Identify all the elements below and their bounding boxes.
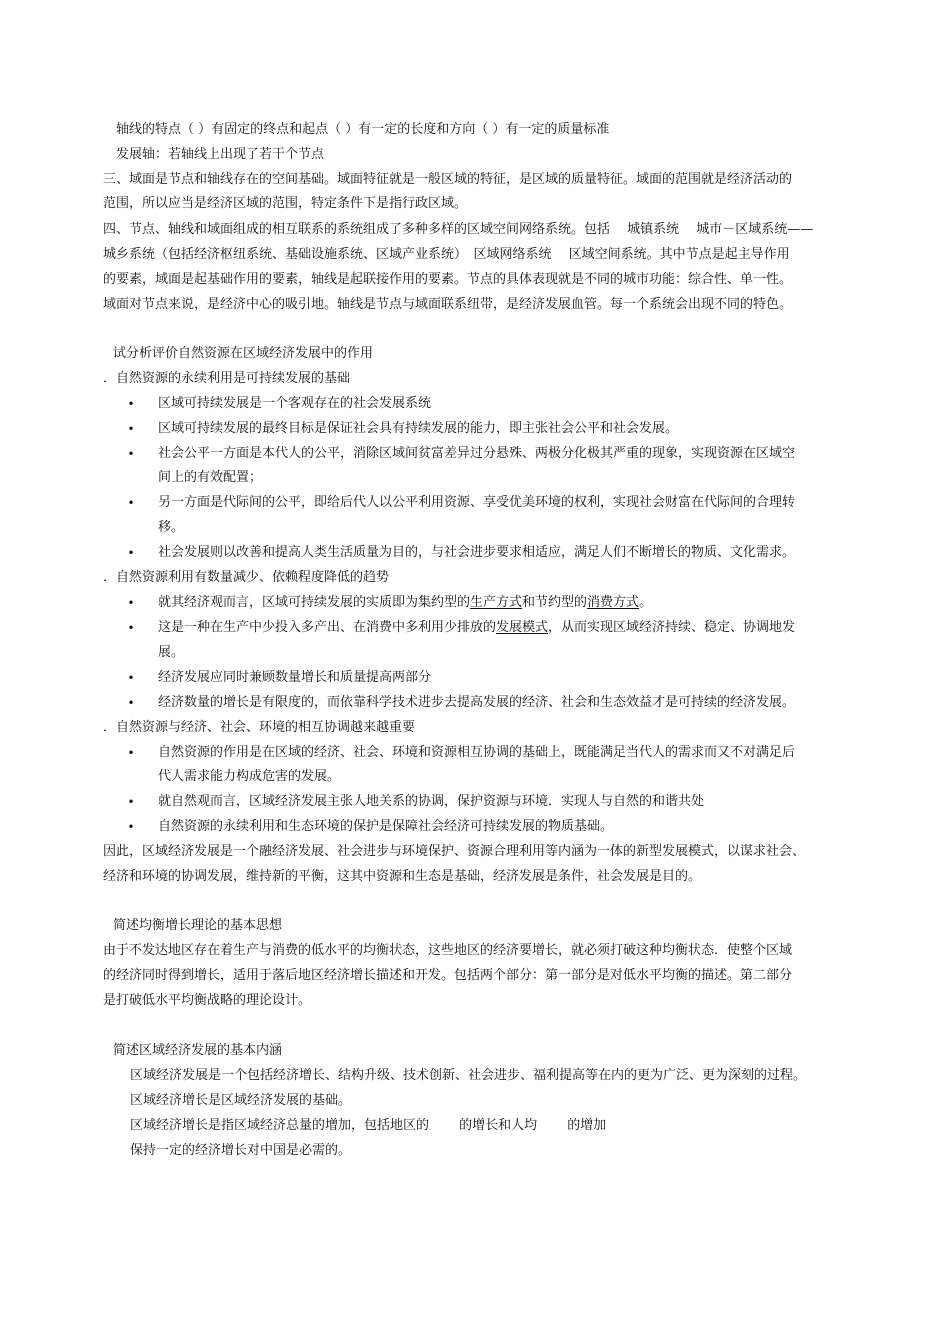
area-paragraph-line: 范围，所以应当是经济区域的范围，特定条件下是指行政区域。: [103, 196, 468, 211]
bullet-text: 区域可持续发展是一个客观存在的社会发展系统: [158, 396, 432, 411]
bullet-icon: •: [127, 621, 135, 635]
bullet-text: 社会发展则以改善和提高人类生活质量为目的，与社会进步要求相适应，满足人们不断增长的物质、文化需求。: [158, 545, 796, 560]
development-line: 区域经济增长是区域经济发展的基础。: [130, 1093, 352, 1108]
development-heading: 简述区域经济发展的基本内涵: [113, 1043, 283, 1058]
development-line: 区域经济增长是指区域经济总量的增加，包括地区的 的增长和人均 的增加: [130, 1118, 607, 1133]
development-axis-line: 发展轴：若轴线上出现了若干个节点: [116, 147, 325, 162]
balanced-growth-line: 的经济同时得到增长，适用于落后地区经济增长描述和开发。包括两个部分：第一部分是对低水平均衡的描述。第二部分: [103, 968, 793, 983]
resources-subheading-3: ．自然资源与经济、社会、环境的相互协调越来越重要: [103, 720, 416, 735]
bullet-text-segment: ，从而实现区域经济持续、稳定、协调地发: [548, 620, 796, 635]
network-paragraph-line: 的要素，域面是起基础作用的要素，轴线是起联接作用的要素。节点的具体表现就是不同的城市功能：综合性、单一性。: [103, 272, 793, 287]
bullet-icon: •: [127, 696, 135, 710]
bullet-text: 经济发展应同时兼顾数量增长和质量提高两部分: [158, 670, 432, 685]
bullet-text: 自然资源的作用是在区域的经济、社会、环境和资源相互协调的基础上，既能满足当代人的需求而又不对满足后: [158, 745, 796, 760]
bullet-icon: •: [127, 671, 135, 685]
conclusion-line: 经济和环境的协调发展，维持新的平衡，这其中资源和生态是基础，经济发展是条件，社会发展是目的。: [103, 869, 702, 884]
bullet-text-continued: 间上的有效配置；: [158, 470, 263, 485]
development-line: 保持一定的经济增长对中国是必需的。: [130, 1143, 352, 1158]
bullet-text-segment: 就其经济观而言，区域可持续发展的实质即为集约型的: [158, 595, 471, 610]
bullet-icon: •: [127, 422, 135, 436]
bullet-icon: •: [127, 397, 135, 411]
balanced-growth-line: 由于不发达地区存在着生产与消费的低水平的均衡状态，这些地区的经济要增长，就必须打破这种均衡状态．使整个区域: [103, 943, 793, 958]
underlined-term: 消费方式: [587, 595, 640, 610]
bullet-text: 另一方面是代际间的公平，即给后代人以公平利用资源、享受优美环境的权利，实现社会财富在代际间的合理转: [158, 495, 796, 510]
bullet-text-segment: 和节约型的: [522, 595, 588, 610]
bullet-text-continued: 移。: [158, 520, 185, 535]
balanced-growth-line: 是打破低水平均衡战略的理论设计。: [103, 993, 312, 1008]
bullet-icon: •: [127, 546, 135, 560]
bullet-text: 自然资源的永续利用和生态环境的保护是保障社会经济可持续发展的物质基础。: [158, 819, 614, 834]
bullet-icon: •: [127, 596, 135, 610]
bullet-text: 区域可持续发展的最终目标是保证社会具有持续发展的能力，即主张社会公平和社会发展。: [158, 421, 679, 436]
bullet-text: [158, 593, 652, 613]
development-line: 区域经济发展是一个包括经济增长、结构升级、技术创新、社会进步、福利提高等在内的更为广泛、更为深刻的过程。: [130, 1068, 807, 1083]
axis-features-line: 轴线的特点（ ）有固定的终点和起点（ ）有一定的长度和方向（ ）有一定的质量标准: [116, 122, 610, 137]
bullet-icon: •: [127, 746, 135, 760]
underlined-term: 发展模式: [496, 620, 549, 635]
bullet-icon: •: [127, 795, 135, 809]
bullet-text: [158, 618, 795, 638]
bullet-icon: •: [127, 447, 135, 461]
bullet-text: 就自然观而言，区域经济发展主张人地关系的协调，保护资源与环境．实现人与自然的和谐共处: [158, 794, 705, 809]
network-paragraph-line: 四、节点、轴线和域面组成的相互联系的系统组成了多种多样的区域空间网络系统。包括 城镇系统 城市－区域系统——: [103, 222, 814, 237]
bullet-icon: •: [127, 820, 135, 834]
area-paragraph-line: 三、域面是节点和轴线存在的空间基础。域面特征就是一般区域的特征，是区域的质量特征。域面的范围就是经济活动的: [103, 172, 793, 187]
underlined-term: 生产方式: [470, 595, 523, 610]
bullet-text: 社会公平一方面是本代人的公平，消除区域间贫富差异过分悬殊、两极分化极其严重的现象，实现资源在区域空: [158, 446, 796, 461]
bullet-text-continued: 展。: [158, 645, 185, 660]
network-paragraph-line: 域面对节点来说，是经济中心的吸引地。轴线是节点与域面联系纽带，是经济发展血管。每一个系统会出现不同的特色。: [103, 297, 793, 312]
network-paragraph-line: 城乡系统（包括经济枢纽系统、基础设施系统、区域产业系统） 区域网络系统 区域空间系统。其中节点是起主导作用: [103, 247, 790, 262]
conclusion-line: 因此，区域经济发展是一个融经济发展、社会进步与环境保护、资源合理利用等内涵为一体的新型发展模式，以谋求社会、: [103, 844, 806, 859]
resources-subheading-1: ．自然资源的永续利用是可持续发展的基础: [103, 371, 351, 386]
bullet-text: 经济数量的增长是有限度的，而依靠科学技术进步去提高发展的经济、社会和生态效益才是可持续的经济发展。: [158, 695, 796, 710]
bullet-icon: •: [127, 496, 135, 510]
bullet-text-segment: 这是一种在生产中少投入多产出、在消费中多利用少排放的: [158, 620, 497, 635]
balanced-growth-heading: 简述均衡增长理论的基本思想: [113, 918, 283, 933]
resources-subheading-2: ．自然资源利用有数量减少、依赖程度降低的趋势: [103, 570, 390, 585]
resources-heading: 试分析评价自然资源在区域经济发展中的作用: [113, 346, 374, 361]
bullet-text-continued: 代人需求能力构成危害的发展。: [158, 769, 341, 784]
bullet-text-segment: 。: [639, 595, 653, 610]
